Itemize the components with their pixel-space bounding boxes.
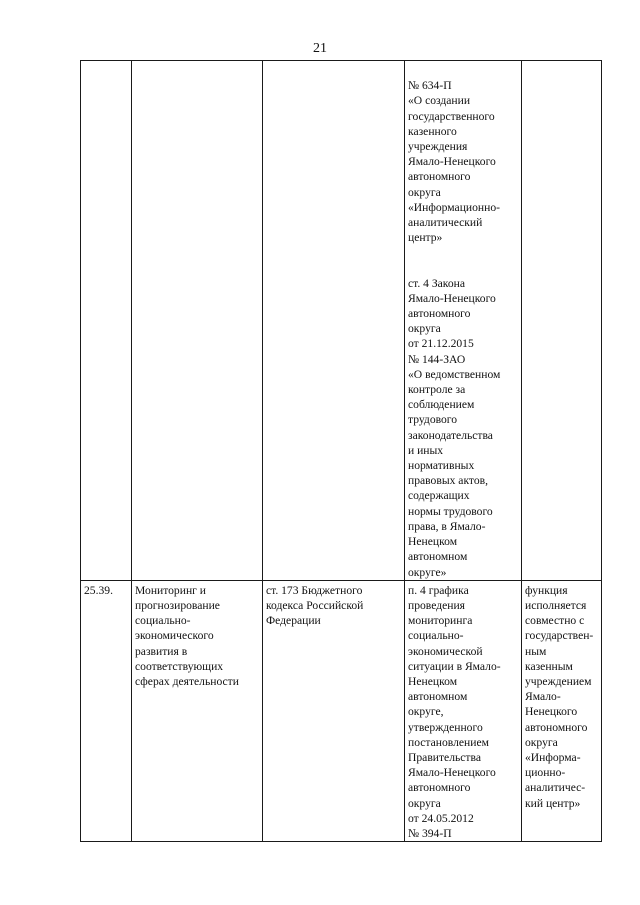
cell-note: функция исполняется совместно с государствен- ным казенным учреждением Ямало- Ненецкого автономного округа «Информа- ционно- аналитичес- кий центр» bbox=[522, 580, 602, 841]
act-decree-634: № 634-П «О создании государственного казенного учреждения Ямало-Ненецкого автономного округа «Информационно- аналитический центр» bbox=[408, 79, 500, 245]
table-row-continuation bbox=[81, 61, 602, 581]
cell-function bbox=[132, 61, 263, 581]
page-number: 21 bbox=[313, 41, 327, 56]
table-row-25-39 bbox=[81, 580, 602, 841]
cell-basis bbox=[263, 61, 405, 581]
functions-table bbox=[80, 60, 602, 842]
cell-basis: ст. 173 Бюджетного кодекса Российской Федерации bbox=[263, 580, 405, 841]
cell-number: 25.39. bbox=[81, 580, 132, 841]
act-law-144: ст. 4 Закона Ямало-Ненецкого автономного округа от 21.12.2015 № 144-ЗАО «О ведомственном контроле за соблюдением трудового законодательства и иных нормативных правовых актов, содержащих нормы трудового права, в Ямало- Ненецком автономном округе» bbox=[408, 276, 501, 579]
cell-note bbox=[522, 61, 602, 581]
paragraph-gap bbox=[408, 245, 519, 260]
cell-act: п. 4 графика проведения мониторинга социально- экономической ситуации в Ямало- Ненецком автономном округе, утвержденного постановлением Правительства Ямало-Ненецкого автономного округа от 24.05.2012 № 394-П bbox=[405, 580, 522, 841]
cell-act bbox=[405, 61, 522, 581]
cell-number bbox=[81, 61, 132, 581]
cell-function: Мониторинг и прогнозирование социально- экономического развития в соответствующих сферах деятельности bbox=[132, 580, 263, 841]
